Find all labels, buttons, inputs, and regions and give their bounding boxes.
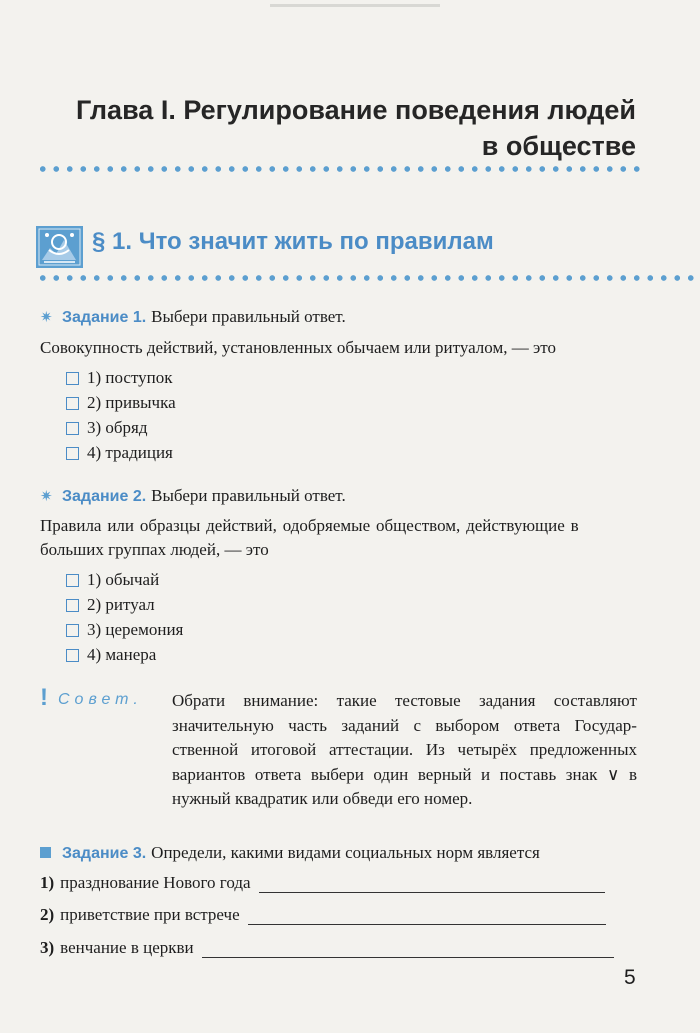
task-1-instruction: Выбери правильный ответ. bbox=[151, 307, 346, 326]
item-number: 1) bbox=[40, 873, 55, 892]
advice-line-5 bbox=[172, 787, 637, 812]
answer-checkbox[interactable] bbox=[66, 624, 79, 637]
advice-line-1 bbox=[172, 689, 637, 714]
checkmark-symbol: ∨ bbox=[606, 764, 620, 785]
advice-word: такие bbox=[336, 691, 377, 710]
answer-checkbox[interactable] bbox=[66, 574, 79, 587]
advice-word: итоговой bbox=[250, 740, 317, 759]
advice-word: ственной bbox=[172, 740, 239, 759]
task-2-question-text: Правила или образцы действий, одобряемые обществом, действующие в bbox=[40, 516, 579, 535]
advice-word: часть bbox=[288, 715, 328, 735]
answer-checkbox[interactable] bbox=[66, 447, 79, 460]
advice-word: значительную bbox=[172, 715, 274, 735]
advice-word: знак bbox=[565, 764, 598, 784]
advice-word: верный bbox=[417, 764, 472, 784]
advice-word: внимание: bbox=[243, 691, 319, 710]
advice-word: Государ- bbox=[574, 715, 637, 735]
section-dotted-divider bbox=[36, 274, 700, 282]
advice-word: с bbox=[413, 715, 422, 735]
chapter-dotted-divider bbox=[36, 165, 644, 173]
advice-line-2 bbox=[172, 714, 637, 739]
task-1-option-3[interactable] bbox=[66, 418, 148, 438]
task-2-option-4[interactable] bbox=[66, 645, 156, 665]
advice-word: задания bbox=[478, 691, 536, 710]
task-3-item-3 bbox=[40, 938, 614, 958]
advice-word: составляют bbox=[553, 691, 637, 710]
advice-word: тестовые bbox=[394, 691, 461, 710]
option-label: 3) церемония bbox=[87, 620, 184, 639]
task-3-heading bbox=[40, 843, 540, 863]
option-label: 1) поступок bbox=[87, 368, 173, 387]
option-label: 2) ритуал bbox=[87, 595, 155, 614]
advice-word: заданий bbox=[341, 715, 400, 735]
task-1-option-4[interactable] bbox=[66, 443, 173, 463]
advice-word: ответа bbox=[513, 715, 561, 735]
advice-word: в bbox=[628, 764, 637, 784]
page-number: 5 bbox=[624, 966, 636, 989]
task-2-option-2[interactable] bbox=[66, 595, 155, 615]
task-2-question-line-2: больших группах людей, — это bbox=[40, 540, 269, 559]
square-bullet-icon bbox=[40, 847, 51, 858]
advice-word: выбором bbox=[435, 715, 500, 735]
section-emblem-icon bbox=[36, 226, 83, 268]
task-3-item-2 bbox=[40, 905, 606, 925]
advice-word: один bbox=[373, 764, 409, 784]
asterisk-icon: ✷ bbox=[40, 308, 53, 326]
advice-word: выбери bbox=[310, 764, 364, 784]
chapter-title-line-2: в обществе bbox=[481, 131, 636, 161]
task-2-label: Задание 2. bbox=[62, 488, 147, 505]
advice-word: четырёх bbox=[457, 740, 518, 759]
task-2-option-3[interactable] bbox=[66, 620, 183, 640]
advice-text bbox=[172, 689, 637, 812]
advice-line-4 bbox=[172, 763, 637, 788]
advice-word: ответа bbox=[254, 764, 302, 784]
answer-line[interactable] bbox=[248, 908, 606, 925]
page-top-mark bbox=[270, 4, 440, 7]
answer-checkbox[interactable] bbox=[66, 422, 79, 435]
answer-checkbox[interactable] bbox=[66, 649, 79, 662]
advice-word: нужный квадратик или обведи его номер. bbox=[172, 789, 473, 808]
task-1-option-1[interactable] bbox=[66, 368, 173, 388]
chapter-title bbox=[76, 92, 636, 164]
advice-word: и bbox=[481, 764, 491, 784]
task-1-question: Совокупность действий, установленных обычаем или ритуалом, — это bbox=[40, 338, 556, 357]
item-text: приветствие при встрече bbox=[60, 905, 240, 924]
item-number: 2) bbox=[40, 905, 55, 924]
task-3-instruction: Определи, какими видами социальных норм является bbox=[151, 843, 540, 862]
advice-word: аттестации. bbox=[328, 740, 414, 759]
item-text: венчание в церкви bbox=[60, 938, 194, 957]
advice-word: поставь bbox=[499, 764, 557, 784]
answer-line[interactable] bbox=[259, 876, 605, 893]
task-1-label: Задание 1. bbox=[62, 309, 147, 326]
advice-line-3 bbox=[172, 738, 637, 763]
task-2-heading bbox=[40, 486, 346, 506]
exclamation-icon: ! bbox=[40, 684, 48, 711]
option-label: 1) обычай bbox=[87, 570, 160, 589]
advice-label: Совет. bbox=[58, 691, 143, 708]
asterisk-icon: ✷ bbox=[40, 487, 53, 505]
answer-checkbox[interactable] bbox=[66, 372, 79, 385]
task-2-instruction: Выбери правильный ответ. bbox=[151, 486, 346, 505]
option-label: 3) обряд bbox=[87, 418, 148, 437]
task-1-option-2[interactable] bbox=[66, 393, 176, 413]
option-label: 2) привычка bbox=[87, 393, 176, 412]
item-text: празднование Нового года bbox=[60, 873, 251, 892]
task-3-item-1 bbox=[40, 873, 605, 893]
advice-word: предложенных bbox=[529, 740, 637, 759]
advice-word: вариантов bbox=[172, 764, 246, 784]
answer-checkbox[interactable] bbox=[66, 397, 79, 410]
section-title: § 1. Что значит жить по правилам bbox=[92, 228, 494, 255]
answer-checkbox[interactable] bbox=[66, 599, 79, 612]
task-2-question-line-1 bbox=[40, 514, 636, 538]
advice-word: Из bbox=[425, 740, 445, 759]
chapter-title-line-1: Глава I. Регулирование поведения людей bbox=[75, 95, 636, 125]
option-label: 4) манера bbox=[87, 645, 157, 664]
item-number: 3) bbox=[40, 938, 55, 957]
answer-line[interactable] bbox=[202, 941, 614, 958]
task-3-label: Задание 3. bbox=[62, 845, 147, 862]
option-label: 4) традиция bbox=[87, 443, 173, 462]
task-2-option-1[interactable] bbox=[66, 570, 159, 590]
task-1-heading bbox=[40, 307, 346, 327]
advice-word: Обрати bbox=[172, 691, 226, 710]
